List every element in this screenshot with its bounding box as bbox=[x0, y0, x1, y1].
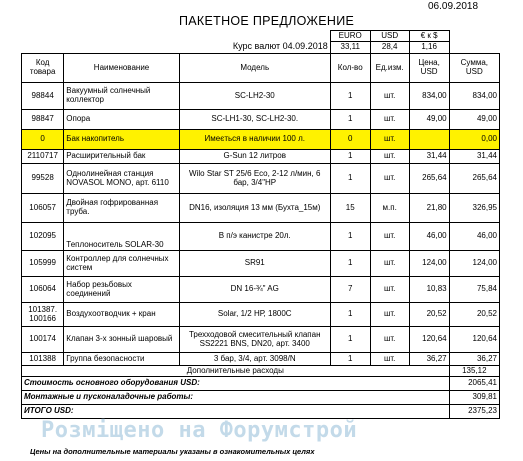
table-row bbox=[22, 223, 500, 251]
row-qty: 1 bbox=[330, 327, 370, 353]
row-name: Опора bbox=[64, 110, 179, 130]
row-qty: 1 bbox=[330, 110, 370, 130]
row-price: 46,00 bbox=[409, 223, 449, 251]
row-model: Solar, 1/2 НР, 1800С bbox=[179, 303, 330, 327]
row-code: 101387. 100166 bbox=[22, 303, 64, 327]
row-price: 124,00 bbox=[409, 251, 449, 277]
currency-usd-header: USD bbox=[370, 31, 409, 42]
row-sum: 326,95 bbox=[449, 194, 499, 223]
footnote: Цены на дополнительные материалы указаны в ознакомительных целях bbox=[30, 447, 315, 456]
column-header: Цена, USD bbox=[409, 54, 449, 83]
row-code: 106057 bbox=[22, 194, 64, 223]
currency-cross-header: € к $ bbox=[409, 31, 449, 42]
forum-watermark: Розміщено на Форумстрой bbox=[41, 418, 358, 443]
row-model: 3 бар, 3/4, арт. 3098/N bbox=[179, 353, 330, 366]
row-price: 20,52 bbox=[409, 303, 449, 327]
table-row bbox=[22, 277, 500, 303]
row-code: 100174 bbox=[22, 327, 64, 353]
row-model: SC-LH2-30 bbox=[179, 83, 330, 110]
offer-table bbox=[21, 30, 500, 419]
equipment-cost-label: Стоимость основного оборудования USD: bbox=[22, 377, 450, 391]
row-price: 36,27 bbox=[409, 353, 449, 366]
currency-header-row bbox=[22, 31, 500, 42]
row-model: Wilo Star ST 25/6 Eco, 2-12 л/мин, 6 бар, 3/4"НР bbox=[179, 164, 330, 194]
row-unit: шт. bbox=[370, 150, 409, 164]
row-price: 834,00 bbox=[409, 83, 449, 110]
row-name: Набор резьбовых соединений bbox=[64, 277, 179, 303]
row-qty: 0 bbox=[330, 130, 370, 150]
rate-usd: 28,4 bbox=[370, 42, 409, 54]
table-row bbox=[22, 83, 500, 110]
row-price: 120,64 bbox=[409, 327, 449, 353]
column-header: Кол-во bbox=[330, 54, 370, 83]
row-unit: шт. bbox=[370, 83, 409, 110]
row-qty: 1 bbox=[330, 83, 370, 110]
row-sum: 31,44 bbox=[449, 150, 499, 164]
row-code: 98847 bbox=[22, 110, 64, 130]
row-model: G-Sun 12 литров bbox=[179, 150, 330, 164]
row-price: 21,80 bbox=[409, 194, 449, 223]
row-model: В п/э канистре 20л. bbox=[179, 223, 330, 251]
table-row bbox=[22, 194, 500, 223]
grand-total-label: ИТОГО USD: bbox=[22, 405, 450, 419]
rate-label: Курс валют 04.09.2018 bbox=[232, 41, 328, 52]
row-qty: 1 bbox=[330, 164, 370, 194]
row-sum: 124,00 bbox=[449, 251, 499, 277]
row-sum: 75,84 bbox=[449, 277, 499, 303]
row-model: SC-LH1-30, SC-LH2-30. bbox=[179, 110, 330, 130]
row-name: Контроллер для солнечных систем bbox=[64, 251, 179, 277]
row-code: 2110717 bbox=[22, 150, 64, 164]
row-name: Однолинейная станция NOVASOL MONO, арт. 6110 bbox=[64, 164, 179, 194]
row-unit: шт. bbox=[370, 223, 409, 251]
row-name: Воздухоотводчик + кран bbox=[64, 303, 179, 327]
row-name: Вакуумный солнечный коллектор bbox=[64, 83, 179, 110]
column-header: Сумма, USD bbox=[449, 54, 499, 83]
row-model: DN16, изоляция 13 мм (Бухта_15м) bbox=[179, 194, 330, 223]
row-name: Бак накопитель bbox=[64, 130, 179, 150]
row-model: DN 16-¾" AG bbox=[179, 277, 330, 303]
document-title: ПАКЕТНОЕ ПРЕДЛОЖЕНИЕ bbox=[179, 14, 355, 28]
row-unit: шт. bbox=[370, 353, 409, 366]
row-unit: м.п. bbox=[370, 194, 409, 223]
row-name: Теплоноситель SOLAR-30 bbox=[64, 223, 179, 251]
row-code: 106064 bbox=[22, 277, 64, 303]
row-unit: шт. bbox=[370, 130, 409, 150]
row-sum: 46,00 bbox=[449, 223, 499, 251]
equipment-cost-value: 2065,41 bbox=[449, 377, 499, 391]
row-qty: 1 bbox=[330, 353, 370, 366]
table-header-row bbox=[22, 54, 500, 83]
row-qty: 15 bbox=[330, 194, 370, 223]
rate-row bbox=[22, 42, 500, 54]
row-price: 31,44 bbox=[409, 150, 449, 164]
table-row bbox=[22, 353, 500, 366]
row-sum: 834,00 bbox=[449, 83, 499, 110]
table-row bbox=[22, 251, 500, 277]
currency-euro-header: EURO bbox=[330, 31, 370, 42]
extra-costs-row bbox=[22, 366, 500, 377]
total-row bbox=[22, 377, 500, 391]
row-price: 10,83 bbox=[409, 277, 449, 303]
row-qty: 1 bbox=[330, 251, 370, 277]
row-code: 105999 bbox=[22, 251, 64, 277]
table-row bbox=[22, 303, 500, 327]
total-row bbox=[22, 405, 500, 419]
row-sum: 20,52 bbox=[449, 303, 499, 327]
row-qty: 1 bbox=[330, 223, 370, 251]
row-unit: шт. bbox=[370, 303, 409, 327]
row-unit: шт. bbox=[370, 251, 409, 277]
column-header: Код товара bbox=[22, 54, 64, 83]
row-unit: шт. bbox=[370, 164, 409, 194]
row-price: 265,64 bbox=[409, 164, 449, 194]
row-unit: шт. bbox=[370, 277, 409, 303]
row-code: 0 bbox=[22, 130, 64, 150]
row-model: Трехходовой смесительный клапан SS2221 BNS, DN20, арт. 3400 bbox=[179, 327, 330, 353]
installation-cost-value: 309,81 bbox=[449, 391, 499, 405]
table-row bbox=[22, 110, 500, 130]
row-price bbox=[409, 130, 449, 150]
rate-cross: 1,16 bbox=[409, 42, 449, 54]
row-name: Расширительный бак bbox=[64, 150, 179, 164]
column-header: Наименование bbox=[64, 54, 179, 83]
installation-cost-label: Монтажные и пусконаладочные работы: bbox=[22, 391, 450, 405]
row-model: Имеється в наличии 100 л. bbox=[179, 130, 330, 150]
row-name: Двойная гофрированная труба. bbox=[64, 194, 179, 223]
table-row bbox=[22, 327, 500, 353]
row-name: Группа безопасности bbox=[64, 353, 179, 366]
row-name: Клапан 3-х зонный шаровый bbox=[64, 327, 179, 353]
table-row bbox=[22, 150, 500, 164]
rate-euro: 33,11 bbox=[330, 42, 370, 54]
column-header: Ед.изм. bbox=[370, 54, 409, 83]
row-model: SR91 bbox=[179, 251, 330, 277]
row-qty: 1 bbox=[330, 150, 370, 164]
row-qty: 1 bbox=[330, 303, 370, 327]
table-row bbox=[22, 164, 500, 194]
total-row bbox=[22, 391, 500, 405]
extra-costs-label: Дополнительные расходы bbox=[22, 366, 450, 377]
row-code: 102095 bbox=[22, 223, 64, 251]
column-header: Модель bbox=[179, 54, 330, 83]
row-sum: 120,64 bbox=[449, 327, 499, 353]
row-sum: 49,00 bbox=[449, 110, 499, 130]
row-qty: 7 bbox=[330, 277, 370, 303]
row-unit: шт. bbox=[370, 327, 409, 353]
row-sum: 0,00 bbox=[449, 130, 499, 150]
row-price: 49,00 bbox=[409, 110, 449, 130]
grand-total-value: 2375,23 bbox=[449, 405, 499, 419]
extra-costs-value: 135,12 bbox=[449, 366, 499, 377]
table-row-highlighted bbox=[22, 130, 500, 150]
row-code: 101388 bbox=[22, 353, 64, 366]
row-sum: 36,27 bbox=[449, 353, 499, 366]
row-unit: шт. bbox=[370, 110, 409, 130]
document-date: 06.09.2018 bbox=[428, 1, 479, 12]
row-sum: 265,64 bbox=[449, 164, 499, 194]
row-code: 99528 bbox=[22, 164, 64, 194]
row-code: 98844 bbox=[22, 83, 64, 110]
